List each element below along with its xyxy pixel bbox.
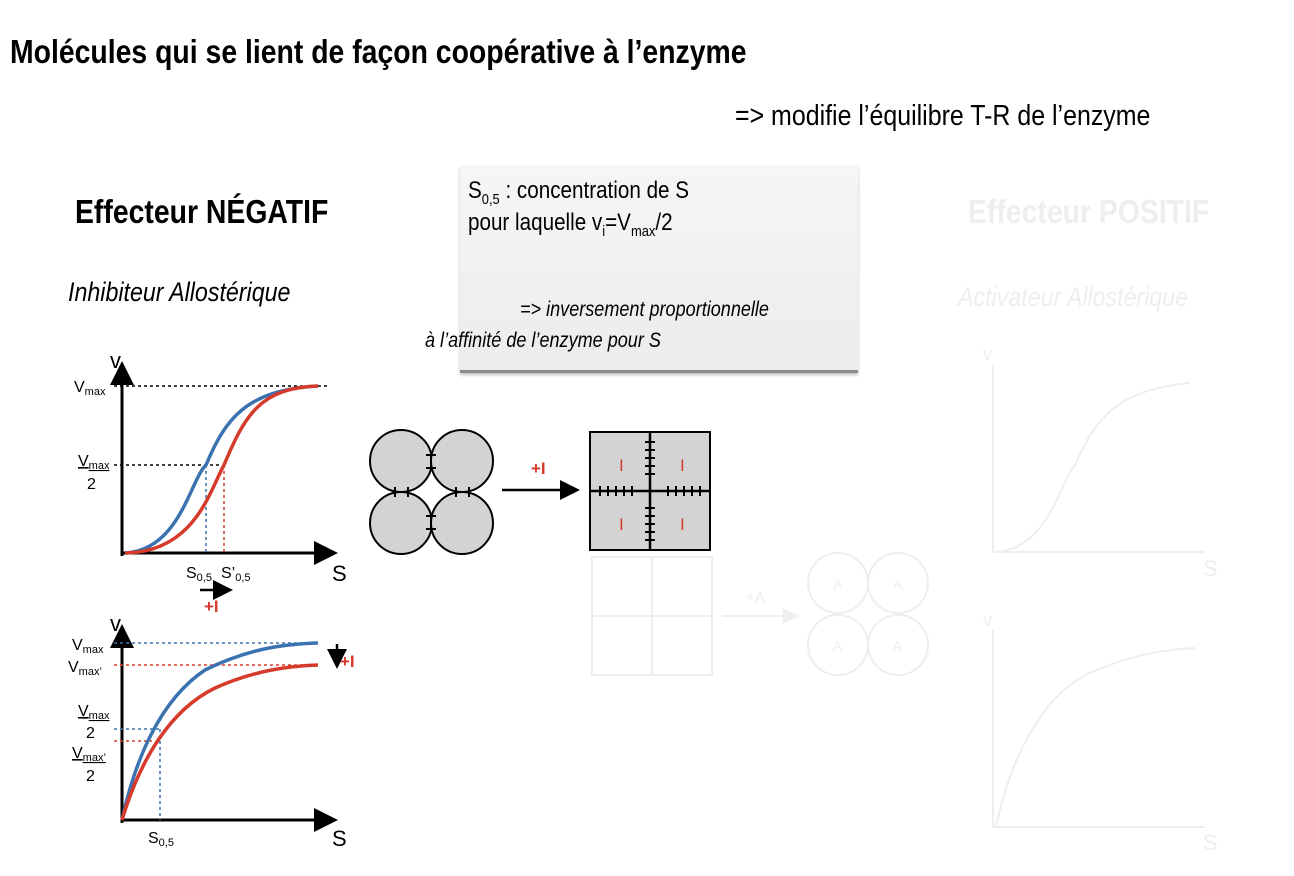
faded-activator-scheme <box>592 553 928 675</box>
positive-effector-title: Effecteur POSITIF <box>968 193 1210 230</box>
definition-line-3: => inversement proportionnelle <box>520 298 769 321</box>
inhibitor-mark: I <box>680 515 685 534</box>
subunit <box>431 492 493 554</box>
curve-with-inhibitor <box>125 386 318 553</box>
vmax-prime-label: Vmax’ <box>68 659 102 678</box>
faded-curve <box>996 383 1190 552</box>
y-axis-label: $v_i$ <box>110 348 125 376</box>
faded-x-label: S <box>1203 830 1218 855</box>
page-title: Molécules qui se lient de façon coopérative à l’enzyme <box>10 33 747 70</box>
subunit <box>370 492 432 554</box>
inhibitor-mark: I <box>619 456 624 475</box>
half-vmax-prime-num: Vmax’ <box>72 745 106 764</box>
faded-x-label: S <box>1203 556 1218 581</box>
graph-hyperbolic-inhibitor <box>68 611 355 851</box>
s05-label: S0,5 <box>148 830 174 849</box>
page-subtitle: => modifie l’équilibre T-R de l’enzyme <box>735 100 1151 132</box>
enzyme-t-state <box>590 432 710 550</box>
x-axis-label: S <box>332 826 347 851</box>
vmax-label: Vmax <box>72 637 104 656</box>
subunit <box>431 430 493 492</box>
transition-arrow-label: +I <box>531 459 546 478</box>
faded-y-label: v <box>983 344 992 364</box>
s05-label: S0,5 <box>186 565 212 584</box>
curve-without-inhibitor <box>122 643 318 820</box>
definition-line-2: pour laquelle $v_i=V_{max}/2$ <box>468 209 673 240</box>
negative-effector-subtitle: Inhibiteur Allostérique <box>68 277 291 307</box>
half-vmax-num: Vmax <box>78 453 110 472</box>
faded-activator-mark: A <box>893 638 903 654</box>
faded-curve <box>996 648 1195 827</box>
subunit <box>370 430 432 492</box>
curve-with-inhibitor <box>122 665 318 820</box>
faded-y-label: v <box>983 610 992 630</box>
vmax-label: Vmax <box>74 379 106 398</box>
inhibitor-mark: I <box>680 456 685 475</box>
y-axis-label: $v_i$ <box>110 611 125 639</box>
positive-effector-subtitle: Activateur Allostérique <box>958 282 1189 312</box>
inhibitor-mark: I <box>619 515 624 534</box>
inhibitor-vmax-label: +I <box>340 652 355 671</box>
faded-activator-mark: A <box>833 576 843 592</box>
definition-line-1: $S_{0,5}$ : concentration de S <box>468 177 690 208</box>
half-vmax-den: 2 <box>86 725 95 742</box>
s05-prime-label: S’0,5 <box>221 565 251 584</box>
faded-arrow-label: +A <box>746 589 765 606</box>
half-vmax-den: 2 <box>87 476 96 493</box>
faded-activator-mark: A <box>893 576 903 592</box>
faded-activator-graphs <box>993 365 1205 827</box>
x-axis-label: S <box>332 561 347 586</box>
half-vmax-num: Vmax <box>78 703 110 722</box>
enzyme-r-state <box>370 430 493 554</box>
negative-effector-title: Effecteur NÉGATIF <box>75 193 329 230</box>
faded-activator-mark: A <box>833 638 843 654</box>
graph-sigmoid-inhibitor <box>74 348 347 616</box>
inhibitor-shift-label: +I <box>204 597 219 616</box>
half-vmax-prime-den: 2 <box>86 768 95 785</box>
definition-line-4: à l’affinité de l’enzyme pour S <box>425 329 661 352</box>
